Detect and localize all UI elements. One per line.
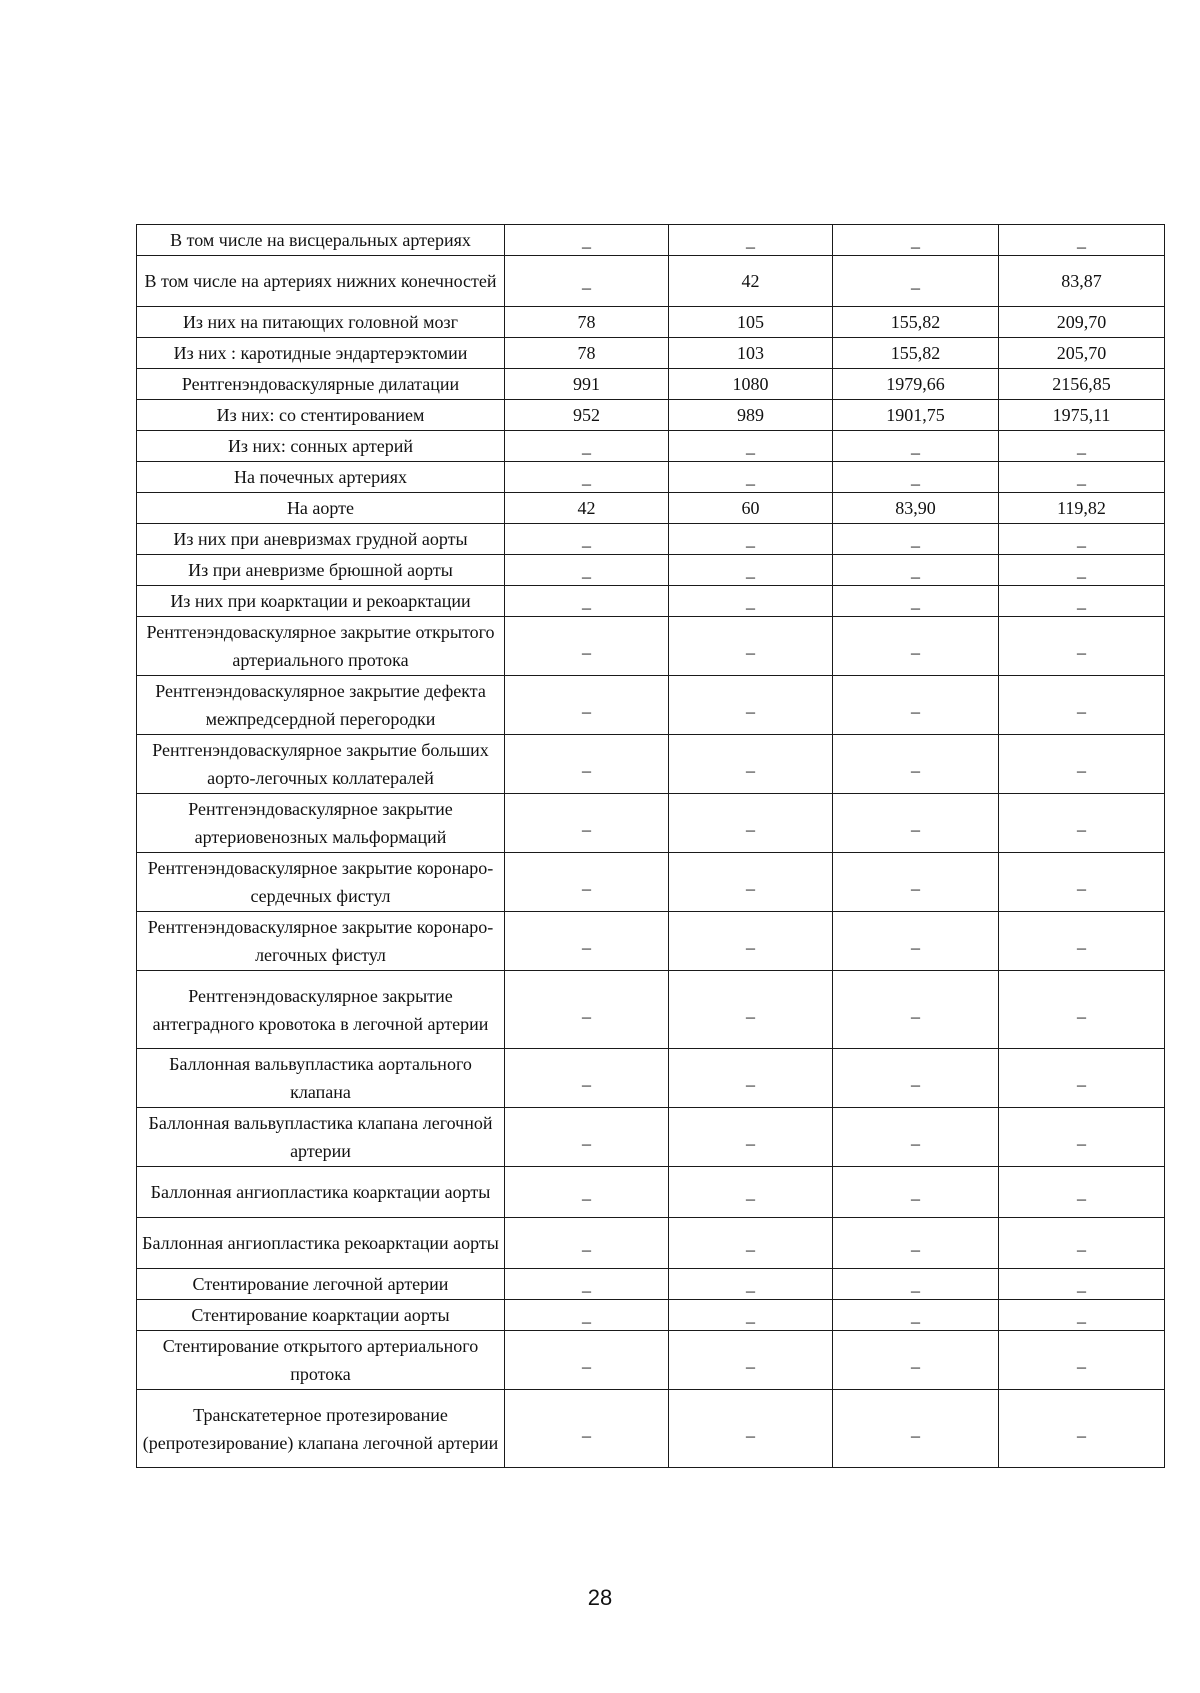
value-cell-col4: 1975,11 (999, 400, 1165, 431)
value-cell-col2: _ (669, 794, 833, 853)
value-cell-col1: _ (505, 1300, 669, 1331)
table-row (137, 225, 1165, 256)
value-cell-col4: _ (999, 1049, 1165, 1108)
value-cell-col3: _ (833, 1108, 999, 1167)
table-row (137, 586, 1165, 617)
row-label-cell: На аорте (137, 493, 505, 524)
table-row (137, 912, 1165, 971)
statistics-table (136, 224, 1165, 1468)
value-cell-col3: _ (833, 794, 999, 853)
value-cell-col3: _ (833, 735, 999, 794)
value-cell-col4: _ (999, 853, 1165, 912)
value-cell-col2: _ (669, 462, 833, 493)
value-cell-col3: _ (833, 1331, 999, 1390)
value-cell-col1: _ (505, 676, 669, 735)
row-label-cell: Из них: со стентированием (137, 400, 505, 431)
value-cell-col1: _ (505, 1331, 669, 1390)
value-cell-col2: 103 (669, 338, 833, 369)
value-cell-col4: _ (999, 555, 1165, 586)
value-cell-col1: _ (505, 555, 669, 586)
value-cell-col2: _ (669, 735, 833, 794)
value-cell-col2: _ (669, 524, 833, 555)
table-row (137, 1108, 1165, 1167)
value-cell-col4: _ (999, 1390, 1165, 1468)
table-row (137, 853, 1165, 912)
table-row (137, 1167, 1165, 1218)
value-cell-col1: _ (505, 794, 669, 853)
table-row (137, 338, 1165, 369)
value-cell-col1: _ (505, 617, 669, 676)
table-row (137, 1049, 1165, 1108)
row-label-cell: Рентгенэндоваскулярное закрытие антеградного кровотока в легочной артерии (137, 971, 505, 1049)
value-cell-col2: 60 (669, 493, 833, 524)
value-cell-col2: _ (669, 1108, 833, 1167)
value-cell-col3: _ (833, 1300, 999, 1331)
table-row (137, 493, 1165, 524)
row-label-cell: Баллонная вальвупластика аортального клапана (137, 1049, 505, 1108)
value-cell-col3: _ (833, 555, 999, 586)
value-cell-col1: _ (505, 853, 669, 912)
value-cell-col2: _ (669, 1331, 833, 1390)
table-body (137, 225, 1165, 1468)
value-cell-col3: _ (833, 1049, 999, 1108)
value-cell-col4: _ (999, 431, 1165, 462)
value-cell-col3: 155,82 (833, 338, 999, 369)
value-cell-col3: _ (833, 1390, 999, 1468)
table-row (137, 307, 1165, 338)
value-cell-col4: _ (999, 912, 1165, 971)
value-cell-col4: _ (999, 794, 1165, 853)
value-cell-col4: 2156,85 (999, 369, 1165, 400)
value-cell-col4: 119,82 (999, 493, 1165, 524)
value-cell-col2: _ (669, 912, 833, 971)
table-row (137, 400, 1165, 431)
value-cell-col3: _ (833, 586, 999, 617)
value-cell-col4: _ (999, 1331, 1165, 1390)
value-cell-col3: _ (833, 971, 999, 1049)
value-cell-col4: _ (999, 586, 1165, 617)
table-row (137, 1269, 1165, 1300)
value-cell-col4: _ (999, 676, 1165, 735)
row-label-cell: Рентгенэндоваскулярные дилатации (137, 369, 505, 400)
value-cell-col3: _ (833, 462, 999, 493)
value-cell-col3: 1979,66 (833, 369, 999, 400)
value-cell-col1: _ (505, 735, 669, 794)
value-cell-col3: _ (833, 912, 999, 971)
value-cell-col3: _ (833, 1167, 999, 1218)
value-cell-col1: _ (505, 1269, 669, 1300)
value-cell-col3: 155,82 (833, 307, 999, 338)
row-label-cell: Стентирование открытого артериального протока (137, 1331, 505, 1390)
value-cell-col4: _ (999, 1300, 1165, 1331)
row-label-cell: Рентгенэндоваскулярное закрытие коронаро-сердечных фистул (137, 853, 505, 912)
value-cell-col1: _ (505, 256, 669, 307)
row-label-cell: Стентирование легочной артерии (137, 1269, 505, 1300)
value-cell-col1: _ (505, 1108, 669, 1167)
value-cell-col2: _ (669, 586, 833, 617)
value-cell-col2: _ (669, 1049, 833, 1108)
value-cell-col2: _ (669, 555, 833, 586)
value-cell-col2: _ (669, 617, 833, 676)
value-cell-col3: _ (833, 256, 999, 307)
value-cell-col3: _ (833, 524, 999, 555)
table-row (137, 676, 1165, 735)
value-cell-col4: 209,70 (999, 307, 1165, 338)
row-label-cell: Баллонная ангиопластика рекоарктации аорты (137, 1218, 505, 1269)
row-label-cell: Из при аневризме брюшной аорты (137, 555, 505, 586)
table-row (137, 735, 1165, 794)
row-label-cell: Из них при аневризмах грудной аорты (137, 524, 505, 555)
value-cell-col3: _ (833, 1218, 999, 1269)
value-cell-col1: _ (505, 524, 669, 555)
row-label-cell: В том числе на артериях нижних конечностей (137, 256, 505, 307)
value-cell-col3: 83,90 (833, 493, 999, 524)
value-cell-col1: _ (505, 431, 669, 462)
row-label-cell: Рентгенэндоваскулярное закрытие дефекта межпредсердной перегородки (137, 676, 505, 735)
value-cell-col4: _ (999, 462, 1165, 493)
value-cell-col1: _ (505, 462, 669, 493)
value-cell-col1: _ (505, 971, 669, 1049)
value-cell-col3: _ (833, 617, 999, 676)
value-cell-col4: _ (999, 1269, 1165, 1300)
value-cell-col2: 1080 (669, 369, 833, 400)
value-cell-col3: _ (833, 853, 999, 912)
table-row (137, 555, 1165, 586)
row-label-cell: Рентгенэндоваскулярное закрытие коронаро-легочных фистул (137, 912, 505, 971)
value-cell-col2: _ (669, 1218, 833, 1269)
value-cell-col4: _ (999, 1108, 1165, 1167)
value-cell-col1: 952 (505, 400, 669, 431)
value-cell-col1: _ (505, 912, 669, 971)
table-row (137, 256, 1165, 307)
value-cell-col2: 42 (669, 256, 833, 307)
value-cell-col3: _ (833, 676, 999, 735)
row-label-cell: Из них на питающих головной мозг (137, 307, 505, 338)
row-label-cell: Из них: сонных артерий (137, 431, 505, 462)
row-label-cell: Из них при коарктации и рекоарктации (137, 586, 505, 617)
value-cell-col4: _ (999, 1218, 1165, 1269)
table-row (137, 369, 1165, 400)
value-cell-col2: _ (669, 1269, 833, 1300)
value-cell-col2: _ (669, 676, 833, 735)
value-cell-col1: _ (505, 1049, 669, 1108)
value-cell-col2: 989 (669, 400, 833, 431)
value-cell-col2: 105 (669, 307, 833, 338)
value-cell-col2: _ (669, 431, 833, 462)
value-cell-col3: 1901,75 (833, 400, 999, 431)
row-label-cell: На почечных артериях (137, 462, 505, 493)
value-cell-col4: _ (999, 617, 1165, 676)
value-cell-col1: _ (505, 1218, 669, 1269)
table-row (137, 462, 1165, 493)
value-cell-col1: 991 (505, 369, 669, 400)
row-label-cell: Стентирование коарктации аорты (137, 1300, 505, 1331)
value-cell-col1: 42 (505, 493, 669, 524)
table-row (137, 1331, 1165, 1390)
row-label-cell: Транскатетерное протезирование (репротезирование) клапана легочной артерии (137, 1390, 505, 1468)
value-cell-col4: _ (999, 735, 1165, 794)
value-cell-col4: 83,87 (999, 256, 1165, 307)
row-label-cell: В том числе на висцеральных артериях (137, 225, 505, 256)
value-cell-col1: _ (505, 1390, 669, 1468)
value-cell-col3: _ (833, 431, 999, 462)
table-row (137, 1218, 1165, 1269)
value-cell-col2: _ (669, 1390, 833, 1468)
table-row (137, 431, 1165, 462)
value-cell-col1: _ (505, 225, 669, 256)
table-row (137, 1390, 1165, 1468)
row-label-cell: Рентгенэндоваскулярное закрытие больших аорто-легочных коллатералей (137, 735, 505, 794)
value-cell-col1: 78 (505, 338, 669, 369)
value-cell-col1: _ (505, 1167, 669, 1218)
value-cell-col4: _ (999, 971, 1165, 1049)
table-row (137, 794, 1165, 853)
table-row (137, 1300, 1165, 1331)
row-label-cell: Рентгенэндоваскулярное закрытие артериовенозных мальформаций (137, 794, 505, 853)
row-label-cell: Баллонная ангиопластика коарктации аорты (137, 1167, 505, 1218)
value-cell-col2: _ (669, 1167, 833, 1218)
row-label-cell: Рентгенэндоваскулярное закрытие открытого артериального протока (137, 617, 505, 676)
table-row (137, 971, 1165, 1049)
value-cell-col4: 205,70 (999, 338, 1165, 369)
value-cell-col2: _ (669, 225, 833, 256)
value-cell-col2: _ (669, 971, 833, 1049)
value-cell-col3: _ (833, 1269, 999, 1300)
value-cell-col3: _ (833, 225, 999, 256)
page-number: 28 (587, 1585, 613, 1610)
value-cell-col1: _ (505, 586, 669, 617)
row-label-cell: Из них : каротидные эндартерэктомии (137, 338, 505, 369)
value-cell-col4: _ (999, 1167, 1165, 1218)
table-row (137, 524, 1165, 555)
value-cell-col1: 78 (505, 307, 669, 338)
row-label-cell: Баллонная вальвупластика клапана легочной артерии (137, 1108, 505, 1167)
value-cell-col2: _ (669, 853, 833, 912)
value-cell-col4: _ (999, 225, 1165, 256)
table-row (137, 617, 1165, 676)
value-cell-col4: _ (999, 524, 1165, 555)
value-cell-col2: _ (669, 1300, 833, 1331)
